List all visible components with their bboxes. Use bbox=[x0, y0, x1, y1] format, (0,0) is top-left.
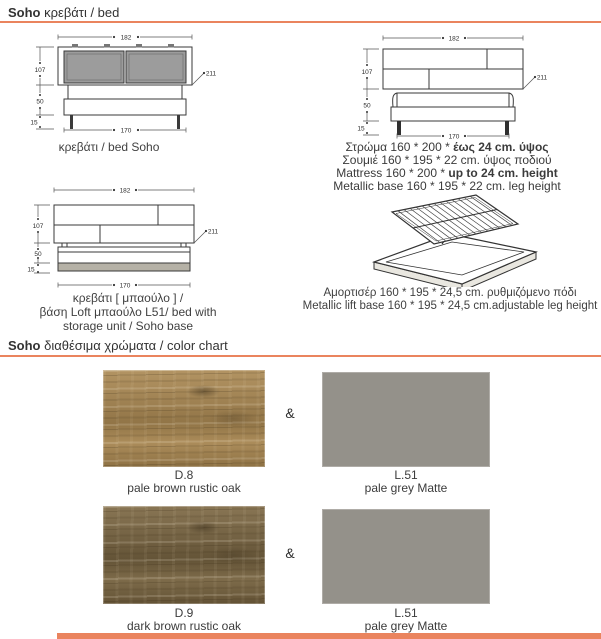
finish-swatch-l51 bbox=[322, 372, 490, 467]
section-title-bed-text: κρεβάτι / bed bbox=[44, 5, 120, 20]
footer-accent-bar bbox=[57, 633, 601, 639]
wood-swatch-label bbox=[103, 469, 265, 495]
spec-line-mattress-en: Mattress 160 * 200 * up to 24 cm. height bbox=[336, 166, 558, 180]
svg-text:15: 15 bbox=[27, 266, 35, 274]
svg-text:182: 182 bbox=[119, 187, 131, 195]
svg-text:15: 15 bbox=[30, 119, 38, 127]
svg-text:170: 170 bbox=[119, 282, 131, 290]
headboard bbox=[54, 205, 194, 243]
section-title-colors bbox=[8, 338, 228, 353]
dim-heights bbox=[30, 47, 54, 129]
swatch-name: pale grey Matte bbox=[364, 481, 448, 495]
ampersand: & bbox=[285, 405, 295, 421]
spec-line-mattress-gr: Στρώμα 160 * 200 * έως 24 cm. ύψος bbox=[345, 140, 549, 154]
spec-line-base-gr: Σουμιέ 160 * 195 * 22 cm. ύψος ποδιού bbox=[342, 153, 552, 167]
bed-storage-caption: κρεβάτι [ μπαούλο ] / βάση Loft μπαούλο L51/ bed with storage unit / Soho base bbox=[39, 291, 217, 333]
dim-length-leader bbox=[192, 71, 217, 86]
wood-swatch-d8 bbox=[103, 370, 265, 467]
dim-length-leader bbox=[523, 75, 548, 90]
swatch-code: L.51 bbox=[394, 606, 418, 620]
swatch-name: dark brown rustic oak bbox=[126, 619, 242, 633]
svg-text:170: 170 bbox=[120, 127, 132, 135]
svg-text:182: 182 bbox=[448, 35, 460, 43]
svg-text:107: 107 bbox=[34, 67, 46, 74]
bed-storage-drawing bbox=[26, 173, 221, 291]
swatch-code: D.9 bbox=[174, 606, 194, 620]
bed-soho-drawing bbox=[28, 33, 218, 137]
base-frame bbox=[374, 234, 536, 287]
svg-text:15: 15 bbox=[357, 125, 365, 133]
brand-name: Soho bbox=[8, 5, 41, 20]
wood-swatch-label bbox=[103, 607, 265, 633]
swatch-name: pale grey Matte bbox=[364, 619, 448, 633]
spec-line-base-en: Metallic base 160 * 195 * 22 cm. leg height bbox=[333, 179, 561, 193]
finish-swatch-label bbox=[322, 469, 490, 495]
svg-text:182: 182 bbox=[120, 34, 132, 42]
bed-soho-caption: κρεβάτι / bed Soho bbox=[58, 140, 160, 154]
svg-text:107: 107 bbox=[32, 223, 44, 230]
dim-heights bbox=[27, 205, 50, 274]
lift-base-caption: Αμορτισέρ 160 * 195 * 24,5 cm. ρυθμιζόμενο πόδι Metallic lift base 160 * 195 * 24,5 cm.adjustable leg height bbox=[302, 287, 598, 312]
dim-heights bbox=[357, 49, 379, 135]
svg-text:107: 107 bbox=[361, 69, 373, 76]
dim-width-bottom bbox=[64, 127, 186, 134]
section-rule bbox=[0, 355, 601, 357]
headboard bbox=[383, 49, 523, 89]
svg-text:211: 211 bbox=[207, 228, 219, 236]
dim-width-top bbox=[54, 187, 194, 194]
dim-width-top bbox=[383, 35, 523, 42]
storage-box bbox=[58, 243, 190, 271]
swatch-code: D.8 bbox=[174, 468, 194, 482]
bed-base bbox=[64, 85, 186, 129]
finish-swatch-label bbox=[322, 607, 490, 633]
section-title-colors-text: διαθέσιμα χρώματα / color chart bbox=[44, 338, 228, 353]
wood-swatch-d9 bbox=[103, 506, 265, 604]
swatch-code: L.51 bbox=[394, 468, 418, 482]
section-title-bed bbox=[8, 5, 119, 20]
svg-text:211: 211 bbox=[536, 74, 548, 82]
swatch-name: pale brown rustic oak bbox=[127, 481, 241, 495]
dim-length-leader bbox=[194, 229, 219, 244]
svg-text:50: 50 bbox=[36, 98, 44, 106]
dim-width-bottom bbox=[58, 282, 190, 289]
mattress-specs bbox=[297, 141, 597, 193]
finish-swatch-l51 bbox=[322, 509, 490, 604]
svg-text:211: 211 bbox=[205, 70, 217, 78]
ampersand: & bbox=[285, 545, 295, 561]
svg-text:50: 50 bbox=[34, 251, 42, 258]
brand-name: Soho bbox=[8, 338, 41, 353]
lift-base-drawing bbox=[366, 192, 546, 287]
bed-base bbox=[391, 93, 515, 135]
section-rule bbox=[0, 21, 601, 23]
dim-width-top bbox=[58, 34, 192, 41]
slatted-panel bbox=[392, 195, 518, 244]
svg-text:50: 50 bbox=[363, 102, 371, 110]
headboard bbox=[58, 44, 192, 85]
svg-text:170: 170 bbox=[448, 133, 460, 141]
bed-plain-drawing bbox=[355, 33, 550, 141]
